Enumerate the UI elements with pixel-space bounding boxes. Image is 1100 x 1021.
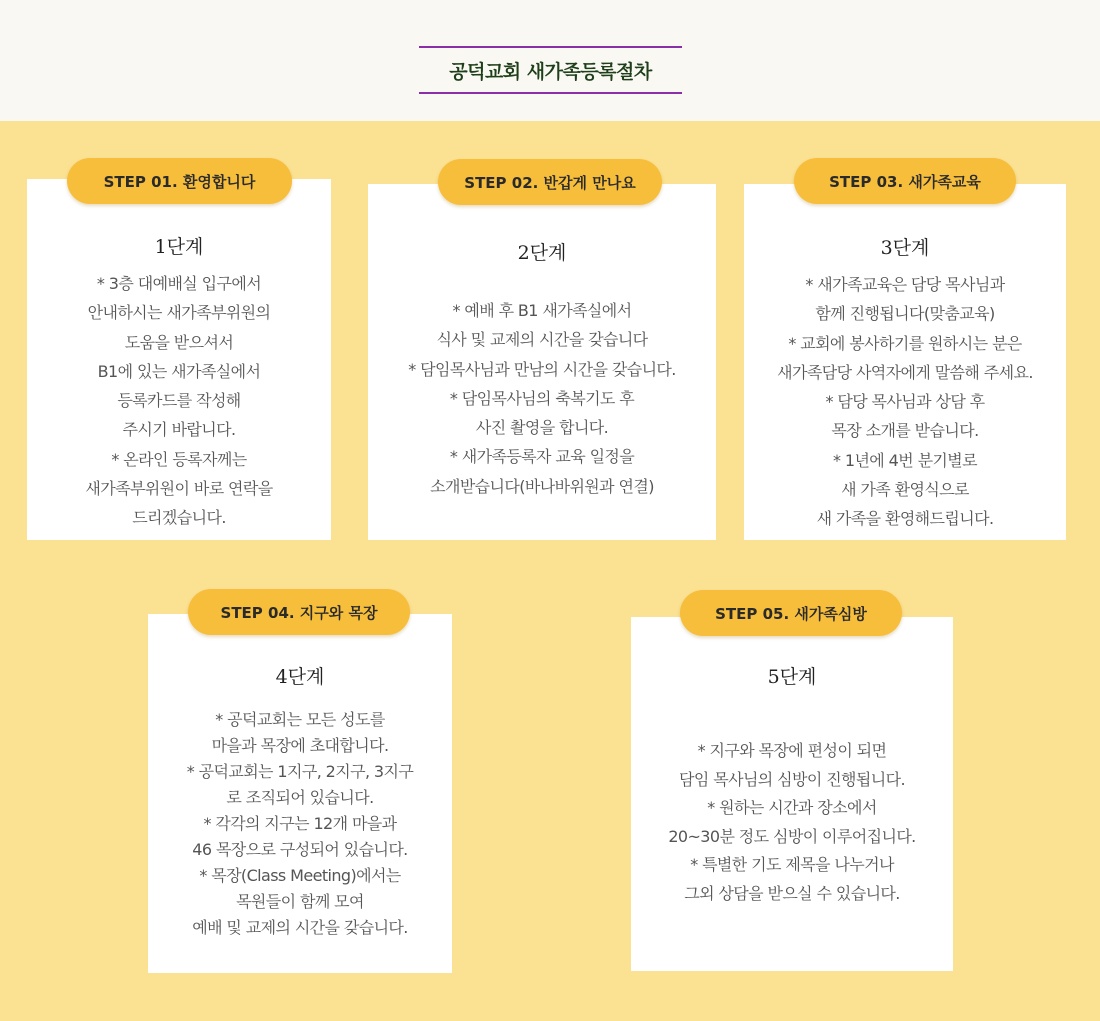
- description-line: 새 가족을 환영해드립니다.: [816, 509, 994, 529]
- step-stage-label: 3단계: [880, 237, 930, 259]
- step-badge-5: STEP 05. 새가족심방: [680, 590, 902, 636]
- description-line: 등록카드를 작성해: [117, 391, 241, 411]
- description-line: * 공덕교회는 모든 성도를: [215, 710, 385, 729]
- description-line: * 교회에 봉사하기를 원하시는 분은: [788, 333, 1022, 353]
- description-line: B1에 있는 새가족실에서: [97, 361, 261, 381]
- description-line: 함께 진행됩니다(맞춤교육): [815, 304, 995, 324]
- description-line: * 원하는 시간과 장소에서: [707, 798, 877, 817]
- description-line: 안내하시는 새가족부위원의: [87, 303, 271, 323]
- step-description: [631, 737, 953, 908]
- page-title: 공덕교회 새가족등록절차: [449, 60, 652, 83]
- header: [0, 0, 1100, 121]
- description-line: 새가족담당 사역자에게 말씀해 주세요.: [777, 362, 1033, 382]
- description-line: 46 목장으로 구성되어 있습니다.: [192, 840, 408, 859]
- description-line: 사진 촬영을 합니다.: [475, 418, 609, 438]
- description-line: 새가족부위원이 바로 연락을: [85, 479, 273, 499]
- step-card-3: [744, 184, 1066, 540]
- description-line: * 담임목사님의 축복기도 후: [449, 388, 635, 408]
- step-description: [368, 296, 716, 501]
- description-line: 예배 및 교제의 시간을 갖습니다.: [192, 918, 408, 937]
- description-line: * 1년에 4번 분기별로: [832, 450, 977, 470]
- description-line: * 특별한 기도 제목을 나누거나: [690, 855, 894, 874]
- step-card-1: [27, 179, 331, 540]
- description-line: 목장 소개를 받습니다.: [831, 421, 979, 441]
- step-description: [27, 269, 331, 533]
- description-line: 새 가족 환영식으로: [841, 480, 969, 500]
- description-line: * 담당 목사님과 상담 후: [825, 392, 985, 412]
- description-line: 소개받습니다(바나바위원과 연결): [430, 476, 654, 496]
- step-stage-label: 4단계: [275, 666, 325, 688]
- description-line: 마을과 목장에 초대합니다.: [211, 736, 389, 755]
- description-line: 로 조직되어 있습니다.: [226, 788, 374, 807]
- step-badge-2: STEP 02. 반갑게 만나요: [438, 159, 662, 205]
- description-line: * 온라인 등록자께는: [111, 449, 247, 469]
- description-line: 목원들이 함께 모여: [236, 892, 364, 911]
- description-line: * 담임목사님과 만남의 시간을 갖습니다.: [408, 359, 676, 379]
- step-badge-3: STEP 03. 새가족교육: [794, 158, 1016, 204]
- step-badge-1: STEP 01. 환영합니다: [67, 158, 292, 204]
- description-line: * 지구와 목장에 편성이 되면: [697, 741, 887, 760]
- title-box: [419, 46, 682, 94]
- description-line: * 새가족등록자 교육 일정을: [449, 447, 635, 467]
- step-description: [148, 707, 452, 941]
- description-line: * 새가족교육은 담당 목사님과: [805, 275, 1005, 294]
- description-line: * 각각의 지구는 12개 마을과: [203, 814, 397, 833]
- step-card-2: [368, 184, 716, 540]
- description-line: 도움을 받으셔서: [124, 332, 234, 352]
- step-badge-4: STEP 04. 지구와 목장: [188, 589, 410, 635]
- step-description: [744, 270, 1066, 534]
- description-line: * 목장(Class Meeting)에서는: [199, 866, 401, 885]
- description-line: * 공덕교회는 1지구, 2지구, 3지구: [186, 762, 414, 781]
- description-line: 주시기 바랍니다.: [122, 420, 236, 440]
- step-stage-label: 5단계: [767, 666, 817, 688]
- description-line: 20~30분 정도 심방이 이루어집니다.: [668, 826, 916, 846]
- step-card-4: [148, 614, 452, 973]
- description-line: 드리겠습니다.: [132, 508, 226, 528]
- step-card-5: [631, 617, 953, 971]
- description-line: * 3층 대예배실 입구에서: [96, 274, 262, 293]
- description-line: 그외 상담을 받으실 수 있습니다.: [684, 883, 900, 903]
- description-line: * 예배 후 B1 새가족실에서: [452, 301, 632, 320]
- description-line: 식사 및 교제의 시간을 갖습니다: [436, 330, 648, 350]
- step-stage-label: 1단계: [154, 236, 204, 258]
- description-line: 담임 목사님의 심방이 진행됩니다.: [679, 769, 905, 789]
- step-stage-label: 2단계: [517, 242, 567, 264]
